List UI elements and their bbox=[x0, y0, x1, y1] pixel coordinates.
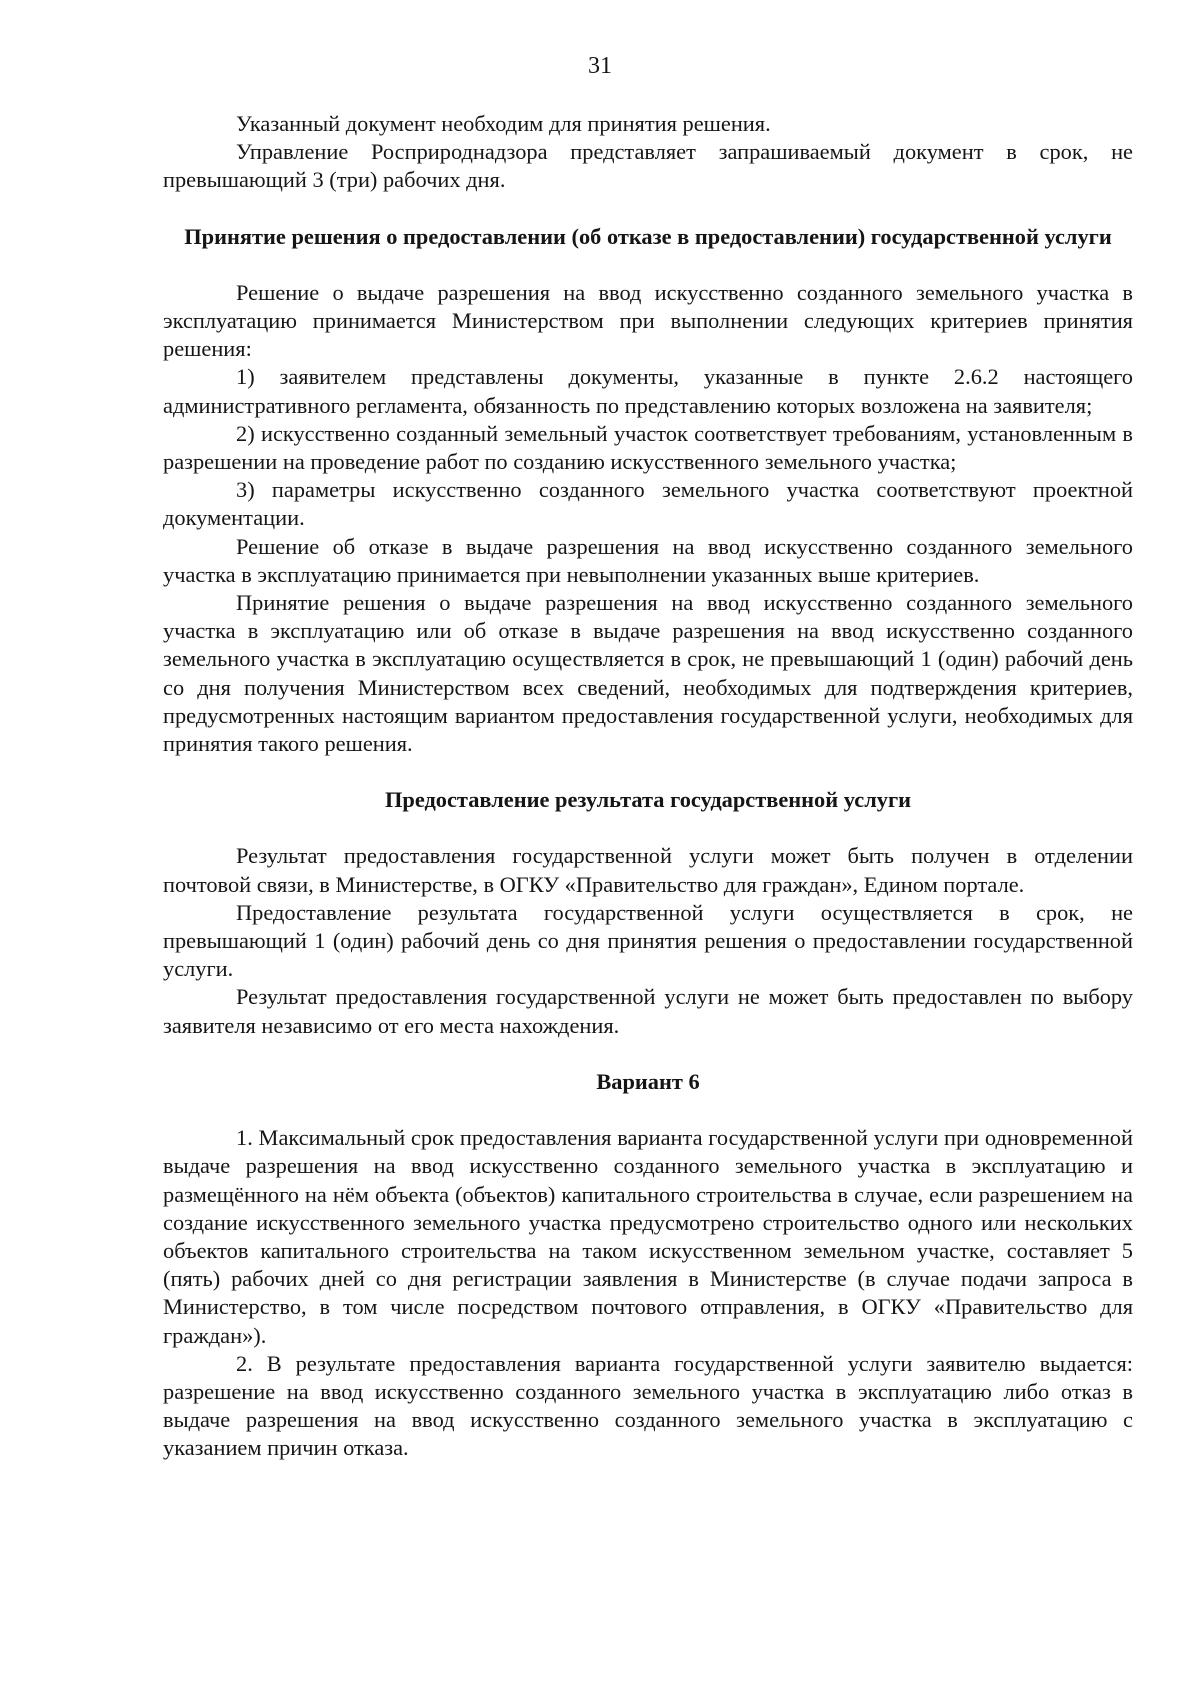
section-heading-variant-6: Вариант 6 bbox=[596, 1068, 700, 1094]
page-number: 31 bbox=[588, 53, 612, 79]
section-heading-result: Предоставление результата государственной услуги bbox=[384, 787, 912, 813]
document-body bbox=[163, 110, 1133, 1463]
section-heading-decision: Принятие решения о предоставлении (об отказе в предоставлении) государственной услуги bbox=[184, 223, 1112, 249]
paragraph: Результат предоставления государственной услуги может быть получен в отделении почтовой связи, в Министерстве, в ОГКУ «Правительство для граждан», Едином портале. bbox=[163, 843, 1133, 897]
list-item: 2. В результате предоставления варианта государственной услуги заявителю выдается: разрешение на ввод искусственно созданного земельного участка в эксплуатацию либо отказ в выдаче разрешения на ввод искусственно созданного земельного участка в эксплуатацию с указанием причин отказа. bbox=[163, 1350, 1133, 1461]
list-item: 2) искусственно созданный земельный участок соответствует требованиям, установленным в разрешении на проведение работ по созданию искусственного земельного участка; bbox=[163, 420, 1133, 475]
paragraph: Решение об отказе в выдаче разрешения на ввод искусственно созданного земельного участка в эксплуатацию принимается при невыполнении указанных выше критериев. bbox=[163, 533, 1133, 587]
list-item: 3) параметры искусственно созданного земельного участка соответствуют проектной документации. bbox=[163, 477, 1133, 531]
paragraph: Принятие решения о выдаче разрешения на ввод искусственно созданного земельного участка в эксплуатацию или об отказе в выдаче разрешения на ввод искусственно созданного земельного участка в эксплуатацию осуществляется в срок, не превышающий 1 (один) рабочий день со дня получения Министерством всех сведений, необходимых для подтверждения критериев, предусмотренных настоящим вариантом предоставления государственной услуги, необходимых для принятия такого решения. bbox=[163, 590, 1133, 757]
paragraph: Результат предоставления государственной услуги не может быть предоставлен по выбору заявителя независимо от его места нахождения. bbox=[163, 984, 1133, 1038]
list-item: 1) заявителем представлены документы, указанные в пункте 2.6.2 настоящего административного регламента, обязанность по представлению которых возложена на заявителя; bbox=[163, 364, 1133, 418]
list-item: 1. Максимальный срок предоставления варианта государственной услуги при одновременной выдаче разрешения на ввод искусственно созданного земельного участка в эксплуатацию и размещённого на нём объекта (объектов) капитального строительства в случае, если разрешением на создание искусственного земельного участка предусмотрено строительство одного или нескольких объектов капитального строительства на таком искусственном земельном участке, составляет 5 (пять) рабочих дней со дня регистрации заявления в Министерстве (в случае подачи запроса в Министерство, в том числе посредством почтового отправления, в ОГКУ «Правительство для граждан»). bbox=[163, 1125, 1133, 1348]
paragraph: Управление Росприроднадзора представляет запрашиваемый документ в срок, не превышающий 3 (три) рабочих дня. bbox=[163, 139, 1133, 193]
paragraph: Указанный документ необходим для принятия решения. bbox=[236, 111, 771, 136]
paragraph: Решение о выдаче разрешения на ввод искусственно созданного земельного участка в эксплуатацию принимается Министерством при выполнении следующих критериев принятия решения: bbox=[163, 279, 1133, 362]
paragraph: Предоставление результата государственной услуги осуществляется в срок, не превышающий 1 (один) рабочий день со дня принятия решения о предоставлении государственной услуги. bbox=[163, 899, 1133, 982]
